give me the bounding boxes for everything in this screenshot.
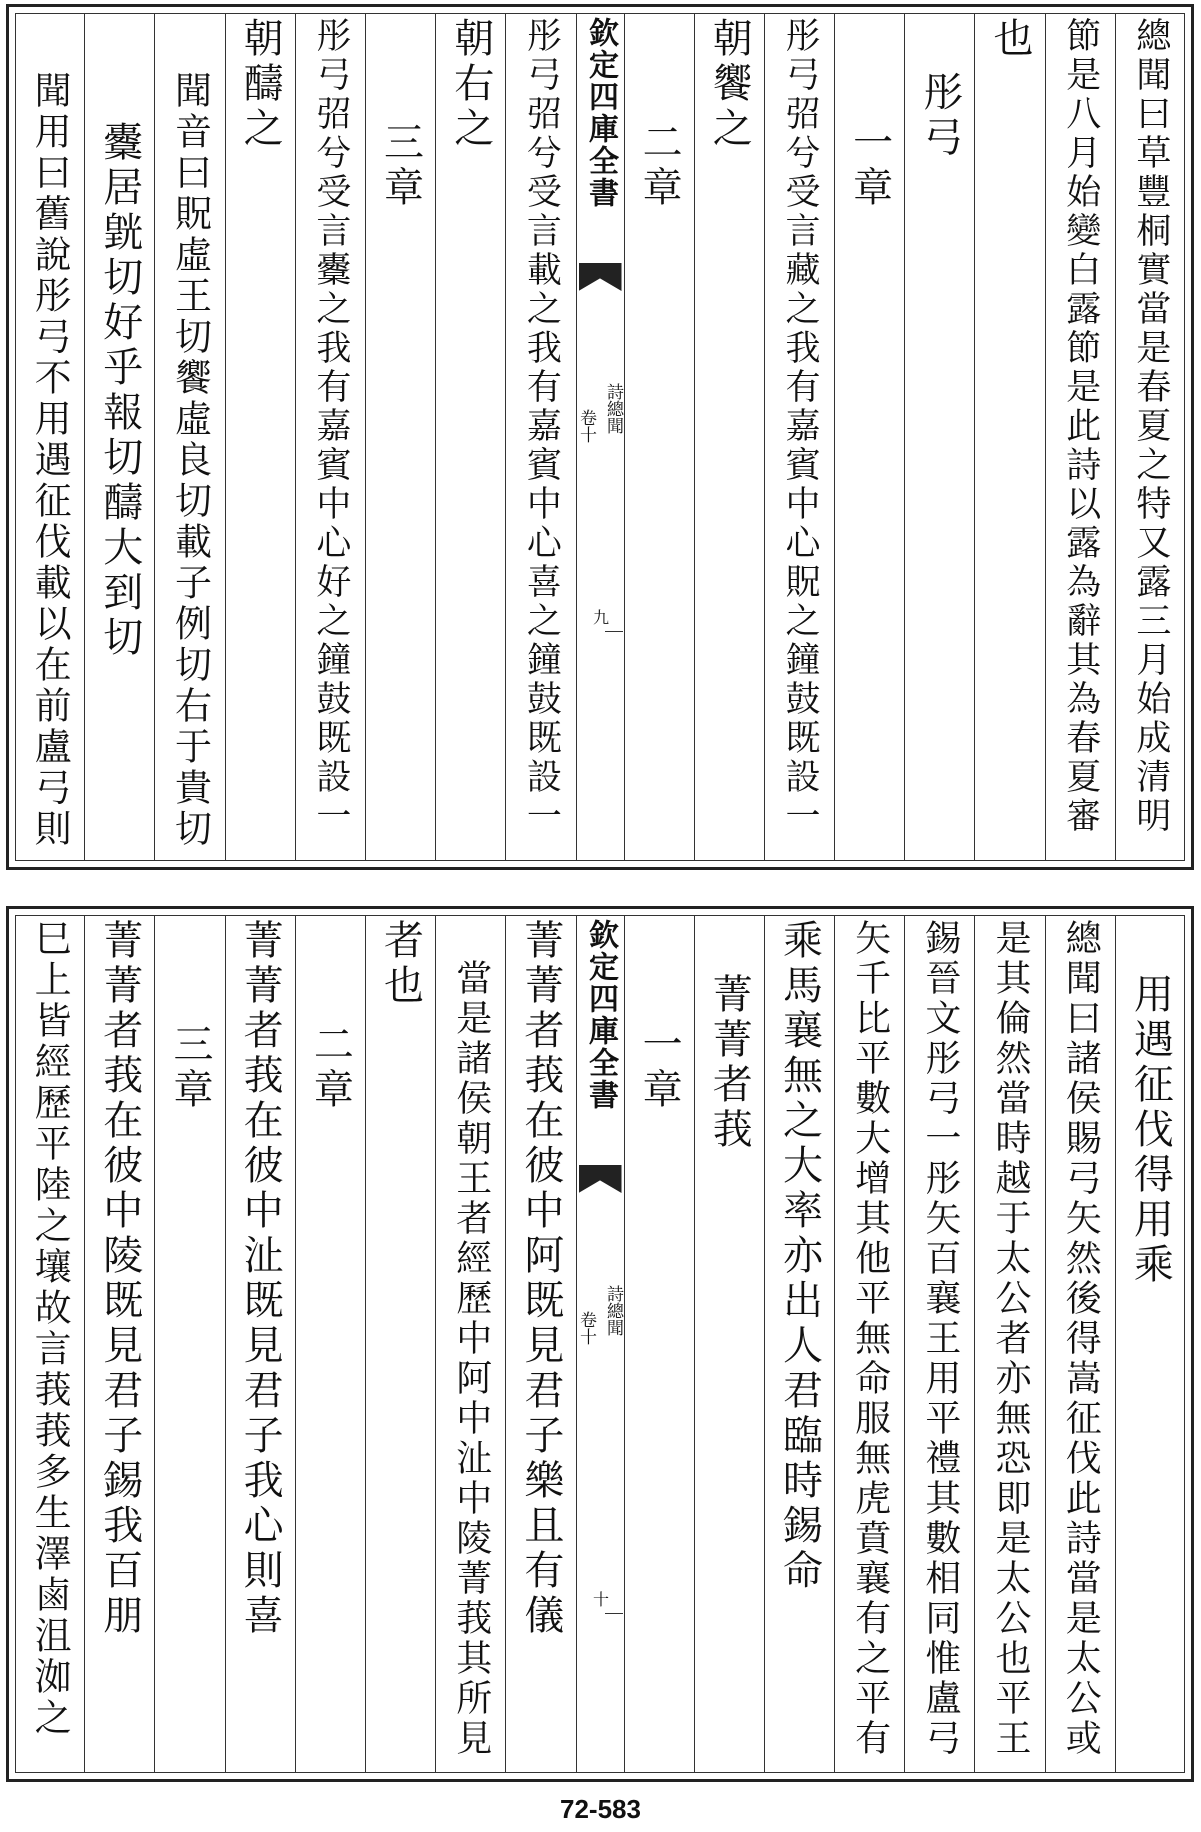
column-text: 節是八月始變白露節是此詩以露為辭其為春夏審 [1060,17,1101,836]
text-column [84,13,154,861]
divider-tick [605,631,623,632]
column-text: 菁菁者莪在彼中阿既見君子樂且有儀 [517,919,564,1639]
column-text: 一章 [636,1023,683,1113]
divider-tick [605,1613,623,1614]
text-column [365,13,435,861]
text-column [834,915,904,1773]
leaf-number: 十 [590,1591,610,1607]
column-text: 矢千比平數大增其他平無命服無虎賁襄有之平有 [849,919,891,1759]
text-column [904,915,974,1773]
column-text: 乘馬襄無之大率亦出人君臨時錫命 [776,919,823,1594]
column-text: 菁菁者莪在彼中陵既見君子錫我百朋 [96,919,143,1639]
text-column [904,13,974,861]
column-text: 菁菁者莪在彼中沚既見君子我心則喜 [237,919,284,1639]
column-text: 彤弓 [916,71,963,161]
column-text: 一章 [846,121,893,211]
text-column [974,915,1044,1773]
upper-page [6,4,1194,870]
column-text: 朝醻之 [237,17,284,152]
text-column [1115,13,1185,861]
text-column [154,915,224,1773]
column-text: 總聞曰草豐桐實當是春夏之特又露三月始成清明 [1130,17,1171,836]
text-column [974,13,1044,861]
text-column [1045,915,1115,1773]
volume-label: 卷十 [576,1311,596,1345]
book-title: 詩總聞 [603,383,623,434]
column-text: 當是諸侯朝王者經歷中阿中沚中陵菁莪其所見 [450,959,492,1759]
column-text: 二章 [307,1023,354,1113]
text-column [295,13,365,861]
text-column [225,915,295,1773]
column-text: 聞用曰舊說彤弓不用遇征伐載以在前盧弓則 [28,71,72,850]
book-meta [576,383,624,443]
upper-columns [15,13,1185,861]
column-text: 菁菁者莪 [706,973,753,1153]
column-text: 朝饗之 [706,17,753,152]
column-text: 三章 [166,1023,213,1113]
column-text: 聞音曰貺虛王切饗虛良切載子例切右于貴切 [168,71,212,850]
column-text: 錫晉文彤弓一彤矢百襄王用平禮其數相同惟盧弓 [919,919,961,1759]
book-meta [576,1285,624,1345]
text-column [1045,13,1115,861]
text-column [624,915,694,1773]
text-column [365,915,435,1773]
fish-tail-mark-icon [579,263,622,291]
book-title: 詩總聞 [603,1285,623,1336]
text-column [505,13,575,861]
fish-tail-mark-icon [579,1165,622,1193]
leaf-number: 九 [590,609,610,625]
text-column [154,13,224,861]
column-text: 彤弓弨兮受言櫜之我有嘉賓中心好之鐘鼓既設一 [310,17,351,836]
text-column [295,915,365,1773]
column-text: 彤弓弨兮受言藏之我有嘉賓中心貺之鐘鼓既設一 [779,17,820,836]
column-text: 櫜居皝切好乎報切醻大到切 [96,121,143,661]
text-column [834,13,904,861]
column-text: 巳上皆經歷平陸之壤故言莪莪多生澤鹵沮洳之 [28,919,72,1739]
text-column [15,915,84,1773]
column-text: 彤弓弨兮受言載之我有嘉賓中心喜之鐘鼓既設一 [521,17,562,836]
text-column [624,13,694,861]
text-column [15,13,84,861]
page-footer-number: 72-583 [560,1794,641,1824]
text-column [694,13,764,861]
center-fold-column [576,915,624,1773]
column-text: 是其倫然當時越于太公者亦無恐即是太公也平王 [990,919,1032,1759]
lower-columns [15,915,1185,1773]
collection-title: 欽定四庫全書 [583,919,618,1111]
text-column [225,13,295,861]
lower-page [6,906,1194,1782]
column-text: 者也 [377,919,424,1009]
center-fold-column [576,13,624,861]
column-text: 用遇征伐得用乘 [1127,973,1174,1288]
column-text: 朝右之 [447,17,494,152]
column-text: 也 [987,17,1034,62]
text-column [435,13,505,861]
column-text: 三章 [377,121,424,211]
text-column [764,915,834,1773]
text-column [694,915,764,1773]
text-column [505,915,575,1773]
column-text: 總聞曰諸侯賜弓矢然後得嵩征伐此詩當是太公或 [1060,919,1102,1759]
collection-title: 欽定四庫全書 [583,17,618,209]
text-column [764,13,834,861]
column-text: 二章 [636,121,683,211]
volume-label: 卷十 [576,409,596,443]
text-column [84,915,154,1773]
text-column [1115,915,1185,1773]
text-column [435,915,505,1773]
